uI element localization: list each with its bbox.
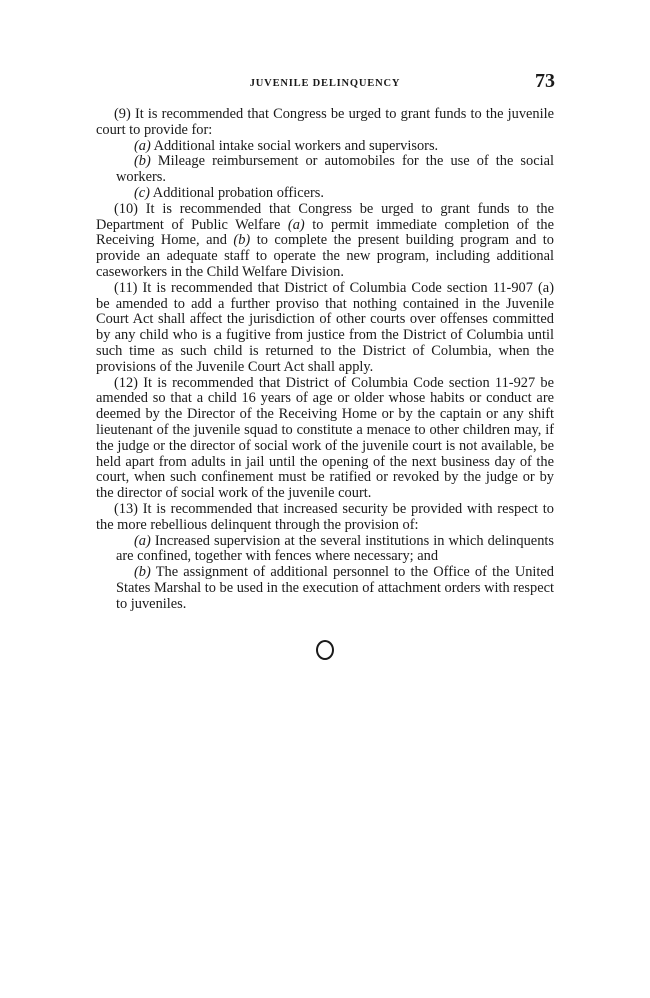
running-title: JUVENILE DELINQUENCY	[249, 78, 401, 89]
paragraph-10-pre: (10) It is recommended that Congress be urged to grant funds to the Department of Public Welfare	[96, 200, 554, 233]
page-number: 73	[535, 70, 555, 92]
paragraph-13-item-a	[96, 534, 554, 566]
paragraph-13-intro: (13) It is recommended that increased security be provided with respect to the more rebellious delinquent through the provision of:	[96, 500, 554, 533]
body-text	[96, 107, 554, 613]
paragraph-13-item-b	[96, 565, 554, 612]
paragraph-9-item-b	[96, 154, 554, 186]
item-label: (b)	[134, 564, 151, 581]
item-label: (a)	[134, 137, 151, 154]
paragraph-10	[96, 202, 554, 281]
paragraph-10-post: to complete the present building program and to provide an adequate staff to operate the new program, including additional caseworkers in the Child Welfare Division.	[96, 232, 555, 280]
end-of-document-mark	[316, 640, 334, 660]
item-label: (b)	[134, 153, 151, 170]
item-text: Additional intake social workers and supervisors.	[153, 137, 439, 154]
item-text: Additional probation officers.	[152, 184, 324, 201]
paragraph-10-mid: to permit immediate completion of the Receiving Home, and	[96, 216, 554, 249]
item-text: Increased supervision at the several institutions in which delinquents are confined, together with fences where necessary; and	[116, 532, 554, 565]
paragraph-9-item-a	[96, 139, 554, 155]
paragraph-11: (11) It is recommended that District of Columbia Code section 11-907 (a) be amended to add a further proviso that nothing contained in the Juvenile Court Act shall affect the jurisdiction of other courts over offenses committed by any child who is a fugitive from justice from the District of Columbia until such time as such child is returned to the District of Columbia, when the provisions of the Juvenile Court Act shall apply.	[96, 279, 554, 375]
paragraph-9-intro: (9) It is recommended that Congress be urged to grant funds to the juvenile court to provide for:	[96, 106, 554, 138]
item-text: Mileage reimbursement or automobiles for the use of the social workers.	[116, 153, 554, 186]
paragraph-12: (12) It is recommended that District of Columbia Code section 11-927 be amended so that a child 16 years of age or older whose habits or conduct are deemed by the Director of the Receiving Home or by the captain or any shift lieutenant of the juvenile squad to constitute a menace to other children may, if the judge or the director of social work of the juvenile court is not available, be held apart from adults in jail until the opening of the next business day of the court, when such confinement must be ratified or revoked by the judge or by the director of social work of the juvenile court.	[96, 374, 554, 502]
item-label: (a)	[287, 216, 305, 233]
paragraph-9-item-c	[96, 186, 554, 202]
item-label: (b)	[233, 232, 251, 249]
item-label: (c)	[134, 184, 150, 201]
item-label: (a)	[134, 532, 151, 549]
item-text: The assignment of additional personnel to the Office of the United States Marshal to be used in the execution of attachment orders with respect to juveniles.	[116, 564, 554, 612]
